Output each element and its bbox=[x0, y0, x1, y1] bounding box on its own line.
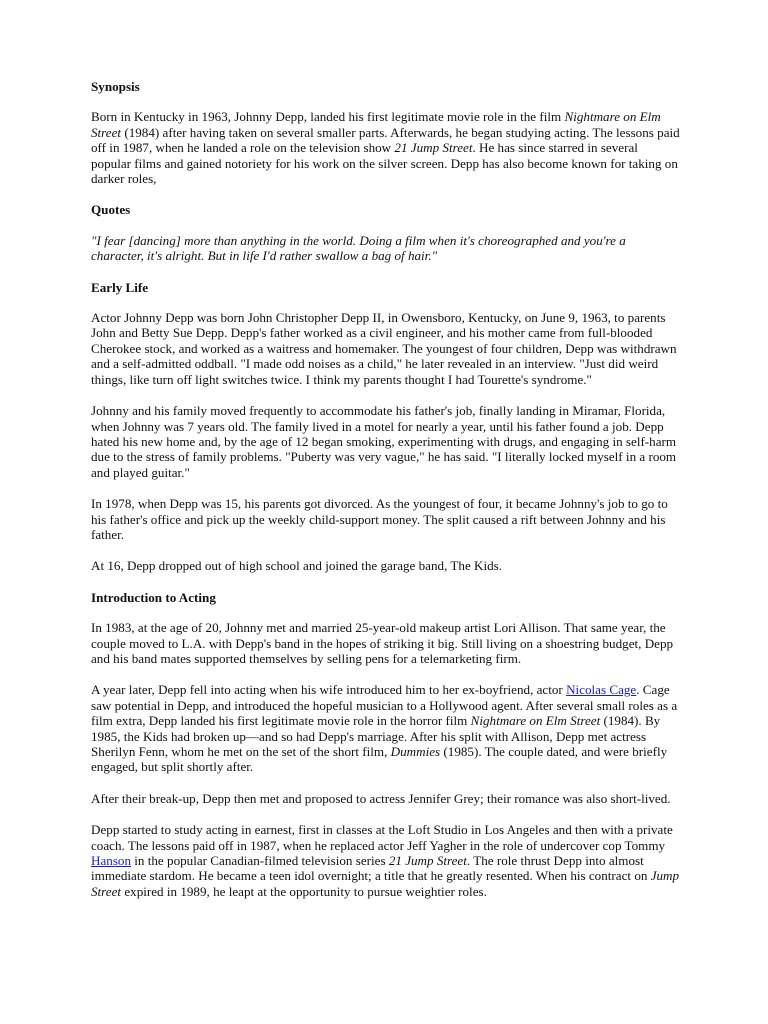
text-run: A year later, Depp fell into acting when his wife introduced him to her ex-boyfriend, actor bbox=[91, 682, 567, 698]
film-title: Nightmare on Elm Street bbox=[91, 109, 661, 140]
heading-introduction-to-acting: Introduction to Acting bbox=[91, 589, 216, 605]
quote-paragraph bbox=[91, 233, 681, 264]
heading-synopsis: Synopsis bbox=[91, 79, 140, 94]
text-run: (1984). By 1985, the Kids had broken up—and so had Depp's marriage. After his split with Allison, Depp met actress Sherilyn Fenn, whom he met on the set of the short film, bbox=[91, 713, 661, 759]
early-life-paragraph-3: In 1978, when Depp was 15, his parents got divorced. As the youngest of four, it became Johnny's job to go to his father's office and pick up the weekly child-support money. The split caused a rift between Johnny and his father. bbox=[91, 496, 668, 542]
show-title: 21 Jump Street bbox=[394, 140, 473, 156]
text-run: (1985). The couple dated, and were briefly engaged, but split shortly after. bbox=[91, 744, 668, 775]
acting-paragraph-2 bbox=[91, 682, 681, 774]
film-title: Nightmare on Elm Street bbox=[470, 713, 601, 729]
text-run: expired in 1989, he leapt at the opportunity to pursue weightier roles. bbox=[121, 883, 487, 899]
early-life-paragraph-4: At 16, Depp dropped out of high school and joined the garage band, The Kids. bbox=[91, 558, 503, 574]
show-title: Jump Street bbox=[91, 868, 680, 899]
early-life-paragraph-2: Johnny and his family moved frequently to accommodate his father's job, finally landing in Miramar, Florida, when Johnny was 7 years old. The family lived in a motel for nearly a year, until his father found a job. Depp hated his new home and, by the age of 12 began smoking, experimenting with drugs, and engaging in self-harm due to the stress of family problems. "Puberty was very vague," he has said. "I literally locked myself in a room and played guitar." bbox=[91, 403, 677, 480]
acting-paragraph-4 bbox=[91, 822, 681, 899]
text-run: . The role thrust Depp into almost immediate stardom. He became a teen idol overnight; a title that he greatly resented. When his contract on bbox=[91, 853, 651, 884]
quote-text: "I fear [dancing] more than anything in the world. Doing a film when it's choreographed and you're a character, it's alright. But in life I'd rather swallow a bag of hair." bbox=[91, 232, 626, 264]
text-run: Depp started to study acting in earnest, first in classes at the Loft Studio in Los Angeles and then with a private coach. The lessons paid off in 1987, when he replaced actor Jeff Yagher in the role of undercover cop Tommy bbox=[91, 822, 673, 853]
text-run: Born in Kentucky in 1963, Johnny Depp, landed his first legitimate movie role in the film bbox=[91, 109, 565, 125]
acting-paragraph-3: After their break-up, Depp then met and proposed to actress Jennifer Grey; their romance was also short-lived. bbox=[91, 790, 671, 806]
heading-quotes: Quotes bbox=[91, 202, 131, 218]
heading-early-life: Early Life bbox=[91, 279, 149, 295]
film-title: Dummies bbox=[390, 744, 441, 759]
acting-paragraph-1: In 1983, at the age of 20, Johnny met and married 25-year-old makeup artist Lori Allison. That same year, the couple moved to L.A. with Depp's band in the hopes of striking it big. Still living on a shoestring budget, Depp and his band mates supported themselves by selling pens for a telemarketing firm. bbox=[91, 620, 674, 666]
synopsis-paragraph bbox=[91, 109, 681, 186]
hanson-link[interactable]: Hanson bbox=[91, 853, 132, 869]
text-run: (1984) after having taken on several smaller parts. Afterwards, he began studying acting. The lessons paid off in 1987, when he landed a role on the television show bbox=[91, 124, 680, 156]
early-life-paragraph-1: Actor Johnny Depp was born John Christopher Depp II, in Owensboro, Kentucky, on June 9, 1963, to parents John and Betty Sue Depp. Depp's father worked as a civil engineer, and his mother came from full-blooded Cherokee stock, and worked as a waitress and homemaker. The youngest of four children, Depp was withdrawn and a self-admitted oddball. "I made odd noises as a child," he later revealed in an interview. "Just did weird things, like turn off light switches twice. I think my parents thought I had Tourette's syndrome." bbox=[91, 310, 677, 387]
show-title: 21 Jump Street bbox=[388, 853, 467, 869]
nicolas-cage-link[interactable]: Nicolas Cage bbox=[566, 682, 637, 698]
text-run: . Cage saw potential in Depp, and introduced the hopeful musician to a Hollywood agent. After several small roles as a film extra, Depp landed his first legitimate movie role in the horror film bbox=[91, 682, 678, 729]
document-page bbox=[91, 79, 681, 899]
text-run: . He has since starred in several popular films and gained notoriety for his work on the silver screen. Depp has also become known for taking on darker roles, bbox=[91, 140, 678, 187]
text-run: in the popular Canadian-filmed television series bbox=[131, 853, 389, 869]
